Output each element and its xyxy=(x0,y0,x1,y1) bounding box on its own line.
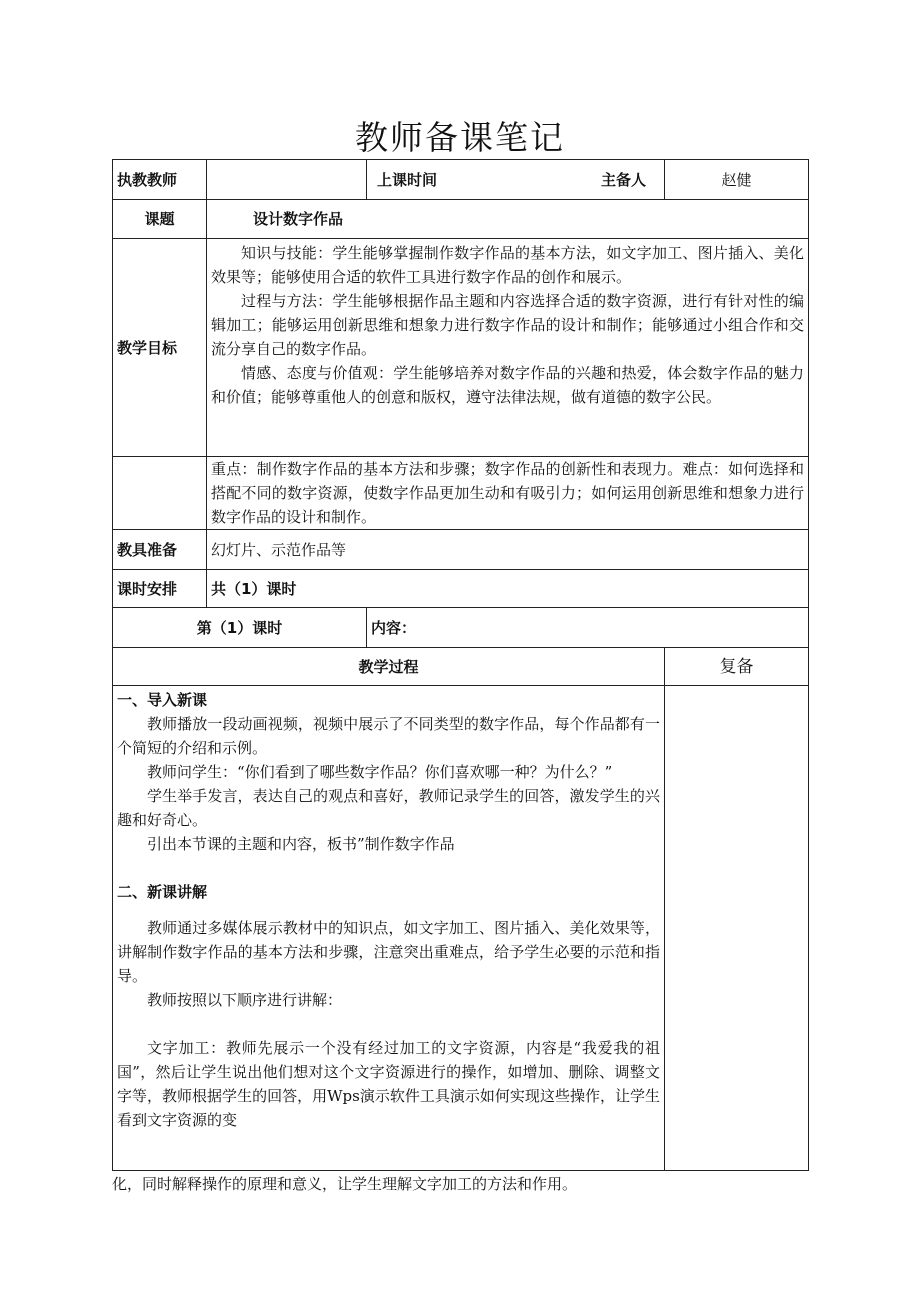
section2-title: 二、新课讲解 xyxy=(117,883,208,901)
lead-label: 主备人 xyxy=(600,170,646,189)
schedule-value: 共（1）课时 xyxy=(207,570,809,608)
spacer xyxy=(117,856,660,880)
section1-para-4: 引出本节课的主题和内容，板书”制作数字作品 xyxy=(147,835,455,853)
teacher-label: 执教教师 xyxy=(113,160,207,200)
notes-header: 复备 xyxy=(665,648,809,686)
section2-para-2: 教师按照以下顺序进行讲解： xyxy=(147,991,343,1009)
topic-value-cell xyxy=(207,200,809,239)
goal-process: 过程与方法：学生能够根据作品主题和内容选择合适的数字资源，进行有针对性的编辑加工；能够运用创新思维和想象力进行数字作品的设计和制作；能够通过小组合作和交流分享自己的数字作品。 xyxy=(211,292,804,358)
process-body-row xyxy=(113,686,809,1171)
section1-para-3: 学生举手发言，表达自己的观点和喜好，教师记录学生的回答，激发学生的兴趣和好奇心。 xyxy=(117,787,660,829)
tools-label: 教具准备 xyxy=(113,530,207,570)
schedule-row xyxy=(113,570,809,608)
goals-label: 教学目标 xyxy=(113,239,207,457)
page-title: 教师备课笔记 xyxy=(355,118,565,157)
spacer xyxy=(117,1012,660,1036)
key-points-text: 重点：制作数字作品的基本方法和步骤；数字作品的创新性和表现力。难点：如何选择和搭配不同的数字资源，使数字作品更加生动和有吸引力；如何运用创新思维和想象力进行数字作品的设计和制作。 xyxy=(211,460,804,526)
key-points-content xyxy=(207,457,809,530)
section2-para-1: 教师通过多媒体展示教材中的知识点，如文字加工、图片插入、美化效果等，讲解制作数字作品的基本方法和步骤，注意突出重难点，给予学生必要的示范和指导。 xyxy=(117,919,660,985)
continuation-text: 化，同时解释操作的原理和意义，让学生理解文字加工的方法和作用。 xyxy=(112,1175,578,1193)
key-points-label xyxy=(113,457,207,530)
tools-value: 幻灯片、示范作品等 xyxy=(207,530,809,570)
lesson-plan-table xyxy=(112,159,809,1171)
section2-detail: 文字加工：教师先展示一个没有经过加工的文字资源，内容是“我爱我的祖国”，然后让学生说出他们想对这个文字资源进行的操作，如增加、删除、调整文字等，教师根据学生的回答，用Wps演示软件工具演示如何实现这些操作，让学生看到文字资源的变 xyxy=(117,1039,660,1129)
lesson-label: 第（1）课时 xyxy=(113,608,367,648)
goal-attitude: 情感、态度与价值观：学生能够培养对数字作品的兴趣和热爱，体会数字作品的魅力和价值；能够尊重他人的创意和版权，遵守法律法规，做有道德的数字公民。 xyxy=(211,364,804,406)
goals-row xyxy=(113,239,809,457)
tools-row xyxy=(113,530,809,570)
process-header-row xyxy=(113,648,809,686)
topic-value: 设计数字作品 xyxy=(253,210,344,228)
spacer xyxy=(117,904,660,916)
goals-content xyxy=(207,239,809,457)
section1-para-1: 教师播放一段动画视频，视频中展示了不同类型的数字作品，每个作品都有一个简短的介绍和示例。 xyxy=(117,715,660,757)
goal-knowledge: 知识与技能：学生能够掌握制作数字作品的基本方法，如文字加工、图片插入、美化效果等；能够使用合适的软件工具进行数字作品的创作和展示。 xyxy=(211,244,804,286)
header-row xyxy=(113,160,809,200)
content-label: 内容： xyxy=(367,608,809,648)
process-header: 教学过程 xyxy=(113,648,665,686)
section1-para-2: 教师问学生：“你们看到了哪些数字作品？你们喜欢哪一种？为什么？” xyxy=(147,763,613,781)
notes-column xyxy=(665,686,809,1171)
topic-label: 课题 xyxy=(113,200,207,239)
time-lead-cell xyxy=(367,160,665,200)
process-content xyxy=(113,686,665,1171)
teacher-value xyxy=(207,160,367,200)
section1-title: 一、导入新课 xyxy=(117,691,208,709)
key-points-row xyxy=(113,457,809,530)
topic-row xyxy=(113,200,809,239)
schedule-label: 课时安排 xyxy=(113,570,207,608)
time-label: 上课时间 xyxy=(377,170,438,189)
lesson-row xyxy=(113,608,809,648)
lead-value: 赵健 xyxy=(665,160,809,200)
